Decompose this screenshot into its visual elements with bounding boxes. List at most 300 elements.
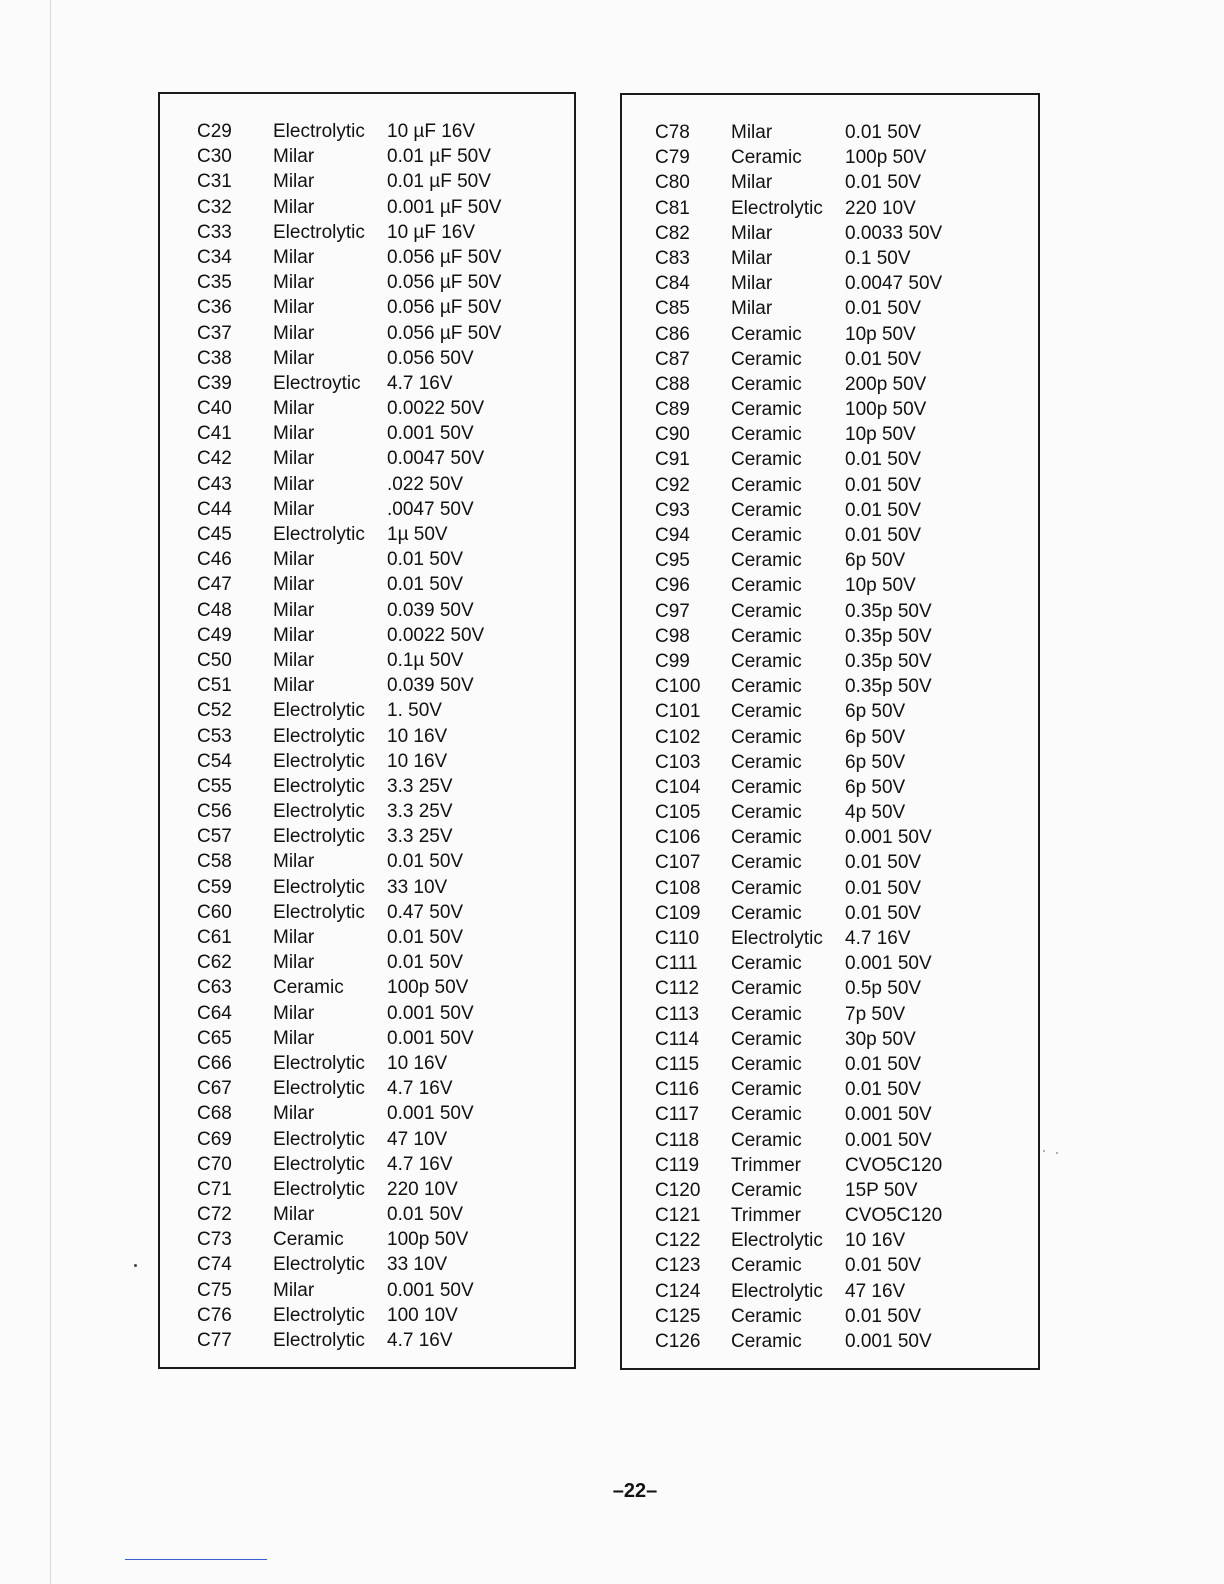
capacitor-row [160, 925, 574, 950]
capacitor-type: Electrolytic [273, 876, 365, 898]
capacitor-value: 0.01 50V [845, 1079, 922, 1101]
capacitor-type: Ceramic [731, 827, 802, 849]
capacitor-value: 0.001 50V [845, 1331, 932, 1352]
capacitor-value: 6p 50V [845, 751, 906, 773]
capacitor-type: Milar [273, 927, 315, 948]
capacitor-row [160, 1303, 574, 1328]
capacitor-type: Electrolytic [273, 1304, 365, 1326]
capacitor-type: Electrolytic [273, 725, 365, 747]
capacitor-row [160, 1076, 574, 1101]
capacitor-type: Ceramic [731, 751, 802, 773]
capacitor-row [622, 120, 1038, 145]
capacitor-id: C31 [197, 171, 232, 193]
capacitor-row [622, 498, 1038, 523]
capacitor-id: C77 [197, 1330, 232, 1351]
capacitor-value: 4.7 16V [387, 372, 453, 394]
capacitor-type: Electrolytic [731, 197, 823, 219]
capacitor-value: 4.7 16V [387, 1078, 453, 1100]
capacitor-type: Ceramic [731, 600, 802, 622]
capacitor-row [622, 951, 1038, 976]
capacitor-row [160, 446, 574, 471]
capacitor-type: Ceramic [731, 1104, 802, 1126]
capacitor-type: Electrolytic [273, 901, 365, 923]
capacitor-table-left [158, 92, 576, 1369]
capacitor-type: Milar [731, 122, 773, 143]
capacitor-row [160, 346, 574, 371]
capacitor-id: C84 [655, 273, 690, 295]
capacitor-id: C72 [197, 1204, 232, 1226]
capacitor-type: Ceramic [731, 776, 802, 798]
capacitor-id: C42 [197, 448, 232, 470]
capacitor-type: Milar [273, 473, 315, 495]
capacitor-type: Milar [273, 498, 315, 520]
capacitor-id: C68 [197, 1103, 232, 1125]
capacitor-row [622, 271, 1038, 296]
capacitor-value: 0.01 50V [845, 449, 922, 471]
capacitor-id: C97 [655, 600, 690, 622]
capacitor-row [160, 623, 574, 648]
capacitor-id: C91 [655, 449, 690, 471]
capacitor-value: 33 10V [387, 876, 448, 898]
capacitor-value: 0.35p 50V [845, 600, 932, 622]
capacitor-value: 100p 50V [387, 1229, 469, 1251]
capacitor-id: C109 [655, 902, 701, 924]
capacitor-row [622, 976, 1038, 1001]
capacitor-type: Ceramic [731, 902, 802, 924]
capacitor-value: 0.01 50V [387, 851, 464, 873]
capacitor-type: Milar [273, 272, 315, 294]
capacitor-id: C116 [655, 1079, 700, 1101]
capacitor-row [160, 849, 574, 874]
capacitor-id: C45 [197, 524, 232, 545]
capacitor-row [160, 749, 574, 774]
capacitor-type: Milar [273, 448, 315, 470]
capacitor-id: C120 [655, 1179, 701, 1201]
capacitor-id: C113 [655, 1003, 700, 1025]
capacitor-row [160, 396, 574, 421]
scan-speck [1043, 1150, 1045, 1152]
capacitor-type: Electrolytic [731, 1280, 823, 1302]
capacitor-id: C82 [655, 222, 690, 244]
capacitor-value: 200p 50V [845, 373, 927, 395]
capacitor-value: 0.001 50V [845, 827, 932, 849]
capacitor-id: C57 [197, 826, 232, 848]
capacitor-id: C38 [197, 347, 232, 369]
page-number: –22– [612, 1480, 658, 1502]
capacitor-value: 0.001 50V [387, 423, 474, 445]
capacitor-value: 0.01 50V [845, 1053, 922, 1075]
capacitor-row [622, 548, 1038, 573]
capacitor-type: Milar [273, 347, 315, 369]
scan-speck [134, 1264, 137, 1267]
capacitor-id: C80 [655, 172, 690, 194]
capacitor-value: 0.01 50V [845, 298, 922, 320]
capacitor-type: Ceramic [731, 525, 802, 546]
capacitor-value: 0.01 50V [845, 122, 922, 143]
capacitor-type: Milar [731, 273, 773, 295]
capacitor-id: C96 [655, 575, 690, 597]
capacitor-table-right [620, 93, 1040, 1370]
capacitor-id: C79 [655, 147, 690, 169]
capacitor-row [622, 825, 1038, 850]
capacitor-value: 0.001 50V [845, 953, 932, 975]
capacitor-id: C104 [655, 776, 701, 798]
capacitor-id: C51 [197, 675, 232, 697]
capacitor-type: Ceramic [731, 1255, 802, 1277]
capacitor-value: 4.7 16V [845, 928, 911, 949]
capacitor-type: Electrolytic [731, 1230, 823, 1252]
capacitor-value: 0.0047 50V [387, 448, 485, 470]
capacitor-type: Milar [273, 624, 315, 646]
capacitor-value: 10p 50V [845, 323, 916, 345]
capacitor-row [622, 699, 1038, 724]
capacitor-value: 30p 50V [845, 1028, 916, 1050]
capacitor-row [622, 850, 1038, 875]
capacitor-id: C81 [655, 197, 690, 219]
capacitor-row [622, 599, 1038, 624]
capacitor-id: C78 [655, 122, 690, 143]
capacitor-id: C37 [197, 322, 232, 344]
capacitor-value: 0.001 50V [387, 1002, 474, 1024]
capacitor-row [160, 371, 574, 396]
capacitor-row [160, 270, 574, 295]
capacitor-id: C111 [655, 953, 698, 975]
capacitor-id: C52 [197, 700, 232, 722]
capacitor-value: 0.5p 50V [845, 978, 922, 1000]
capacitor-row [160, 975, 574, 1000]
capacitor-id: C59 [197, 876, 232, 898]
capacitor-value: 10 16V [387, 725, 448, 747]
capacitor-id: C121 [655, 1205, 701, 1227]
capacitor-id: C118 [655, 1129, 700, 1151]
capacitor-type: Milar [273, 1279, 315, 1301]
capacitor-id: C71 [197, 1178, 232, 1200]
capacitor-value: 100p 50V [845, 147, 927, 169]
capacitor-id: C53 [197, 725, 232, 747]
capacitor-value: 0.001 50V [387, 1279, 474, 1301]
capacitor-row [160, 1328, 574, 1353]
capacitor-id: C41 [197, 423, 232, 445]
capacitor-type: Ceramic [731, 978, 802, 1000]
capacitor-type: Ceramic [273, 977, 344, 999]
capacitor-value: 6p 50V [845, 701, 906, 723]
capacitor-row [160, 1152, 574, 1177]
capacitor-row [160, 673, 574, 698]
capacitor-row [622, 926, 1038, 951]
capacitor-value: 0.01 50V [845, 877, 922, 899]
capacitor-value: 100p 50V [387, 977, 469, 999]
capacitor-row [160, 195, 574, 220]
capacitor-id: C108 [655, 877, 701, 899]
capacitor-type: Milar [273, 246, 315, 268]
capacitor-id: C54 [197, 750, 232, 772]
capacitor-value: 0.01 50V [845, 474, 922, 496]
capacitor-value: 0.056 µF 50V [387, 322, 502, 344]
capacitor-id: C55 [197, 775, 232, 797]
capacitor-id: C122 [655, 1230, 701, 1252]
capacitor-type: Milar [273, 549, 315, 571]
capacitor-row [160, 1127, 574, 1152]
capacitor-type: Electroytic [273, 372, 361, 394]
capacitor-value: 0.056 50V [387, 347, 474, 369]
capacitor-type: Electrolytic [273, 700, 365, 722]
capacitor-row [622, 725, 1038, 750]
capacitor-type: Ceramic [731, 399, 802, 421]
capacitor-row [160, 950, 574, 975]
capacitor-type: Ceramic [731, 1179, 802, 1201]
capacitor-value: 0.039 50V [387, 599, 474, 621]
capacitor-value: 4p 50V [845, 802, 906, 824]
capacitor-type: Electrolytic [273, 1178, 365, 1200]
capacitor-row [622, 1304, 1038, 1329]
capacitor-value: 100p 50V [845, 399, 927, 421]
capacitor-row [622, 422, 1038, 447]
capacitor-value: 3.3 25V [387, 826, 453, 848]
capacitor-row [160, 245, 574, 270]
capacitor-value: 3.3 25V [387, 775, 453, 797]
capacitor-value: 0.01 50V [387, 952, 464, 974]
capacitor-type: Milar [273, 196, 315, 218]
capacitor-id: C66 [197, 1052, 232, 1074]
capacitor-type: Ceramic [731, 575, 802, 597]
capacitor-row [622, 1027, 1038, 1052]
capacitor-row [622, 170, 1038, 195]
capacitor-type: Milar [273, 675, 315, 697]
capacitor-id: C60 [197, 901, 232, 923]
capacitor-id: C34 [197, 246, 232, 268]
capacitor-id: C103 [655, 751, 701, 773]
capacitor-type: Electrolytic [273, 1128, 365, 1150]
capacitor-id: C46 [197, 549, 232, 571]
capacitor-row [160, 220, 574, 245]
capacitor-id: C88 [655, 373, 690, 395]
footer-rule [125, 1559, 267, 1560]
capacitor-type: Ceramic [731, 852, 802, 874]
capacitor-type: Milar [273, 322, 315, 344]
capacitor-value: CVO5C120 [845, 1205, 943, 1227]
capacitor-id: C83 [655, 247, 690, 269]
capacitor-type: Ceramic [731, 877, 802, 899]
capacitor-value: 6p 50V [845, 776, 906, 798]
capacitor-row [622, 624, 1038, 649]
capacitor-type: Milar [273, 297, 315, 319]
capacitor-type: Ceramic [731, 1053, 802, 1075]
capacitor-value: 0.35p 50V [845, 650, 932, 672]
capacitor-row [622, 1279, 1038, 1304]
capacitor-type: Ceramic [731, 1305, 802, 1327]
capacitor-type: Milar [273, 1027, 315, 1049]
capacitor-id: C89 [655, 399, 690, 421]
capacitor-value: 47 10V [387, 1128, 448, 1150]
capacitor-type: Ceramic [731, 650, 802, 672]
capacitor-id: C85 [655, 298, 690, 320]
scan-speck [1056, 1152, 1058, 1154]
capacitor-id: C44 [197, 498, 232, 520]
capacitor-value: 1µ 50V [387, 524, 448, 545]
capacitor-row [622, 1002, 1038, 1027]
capacitor-row [160, 421, 574, 446]
capacitor-row [622, 1253, 1038, 1278]
capacitor-type: Ceramic [731, 474, 802, 496]
capacitor-row [622, 246, 1038, 271]
capacitor-id: C93 [655, 499, 690, 521]
capacitor-row [160, 472, 574, 497]
capacitor-row [160, 824, 574, 849]
capacitor-row [622, 1077, 1038, 1102]
capacitor-type: Milar [273, 599, 315, 621]
capacitor-type: Milar [273, 398, 315, 420]
capacitor-id: C67 [197, 1078, 232, 1100]
capacitor-type: Ceramic [731, 147, 802, 169]
capacitor-id: C101 [655, 701, 701, 723]
capacitor-type: Ceramic [731, 676, 802, 698]
capacitor-value: 0.01 50V [845, 1255, 922, 1277]
capacitor-type: Ceramic [731, 323, 802, 345]
capacitor-type: Milar [273, 1002, 315, 1024]
capacitor-id: C115 [655, 1053, 700, 1075]
capacitor-id: C29 [197, 121, 232, 142]
capacitor-id: C112 [655, 978, 700, 1000]
capacitor-type: Electrolytic [273, 801, 365, 823]
capacitor-value: 0.0033 50V [845, 222, 943, 244]
capacitor-id: C94 [655, 525, 690, 546]
capacitor-id: C30 [197, 146, 232, 168]
capacitor-id: C58 [197, 851, 232, 873]
capacitor-id: C63 [197, 977, 232, 999]
capacitor-id: C126 [655, 1331, 701, 1352]
capacitor-value: 0.01 50V [845, 852, 922, 874]
capacitor-type: Milar [731, 247, 773, 269]
capacitor-id: C62 [197, 952, 232, 974]
capacitor-value: 100 10V [387, 1304, 458, 1326]
capacitor-id: C47 [197, 574, 232, 596]
capacitor-row [622, 649, 1038, 674]
capacitor-row [622, 1329, 1038, 1354]
capacitor-id: C40 [197, 398, 232, 420]
capacitor-value: 7p 50V [845, 1003, 906, 1025]
capacitor-value: 0.001 50V [387, 1103, 474, 1125]
capacitor-value: 0.01 µF 50V [387, 146, 491, 168]
capacitor-row [622, 322, 1038, 347]
capacitor-row [622, 674, 1038, 699]
capacitor-type: Milar [273, 423, 315, 445]
capacitor-type: Ceramic [731, 726, 802, 748]
capacitor-value: 0.01 50V [845, 1305, 922, 1327]
capacitor-value: 220 10V [387, 1178, 458, 1200]
capacitor-id: C61 [197, 927, 232, 948]
capacitor-row [160, 572, 574, 597]
capacitor-value: 0.1 50V [845, 247, 911, 269]
capacitor-row [622, 1228, 1038, 1253]
capacitor-type: Electrolytic [273, 121, 365, 142]
capacitor-row [622, 876, 1038, 901]
capacitor-id: C125 [655, 1305, 701, 1327]
capacitor-type: Ceramic [731, 953, 802, 975]
capacitor-row [160, 698, 574, 723]
capacitor-id: C73 [197, 1229, 232, 1251]
capacitor-row [622, 1128, 1038, 1153]
capacitor-value: 0.01 50V [387, 549, 464, 571]
capacitor-row [160, 1177, 574, 1202]
capacitor-type: Electrolytic [731, 928, 823, 949]
capacitor-type: Ceramic [273, 1229, 344, 1251]
capacitor-type: Ceramic [731, 373, 802, 395]
capacitor-row [622, 196, 1038, 221]
capacitor-row [160, 1001, 574, 1026]
capacitor-id: C123 [655, 1255, 701, 1277]
capacitor-value: 6p 50V [845, 726, 906, 748]
capacitor-row [160, 1227, 574, 1252]
capacitor-id: C39 [197, 372, 232, 394]
capacitor-type: Milar [731, 222, 773, 244]
capacitor-id: C74 [197, 1254, 232, 1276]
capacitor-row [622, 750, 1038, 775]
capacitor-id: C90 [655, 424, 690, 446]
capacitor-id: C32 [197, 196, 232, 218]
capacitor-value: 15P 50V [845, 1179, 918, 1201]
capacitor-row [622, 775, 1038, 800]
scan-edge-line [50, 0, 51, 1584]
capacitor-value: 0.001 50V [845, 1104, 932, 1126]
capacitor-row [622, 397, 1038, 422]
capacitor-rows-left [160, 119, 574, 1353]
capacitor-row [160, 1278, 574, 1303]
capacitor-row [622, 473, 1038, 498]
capacitor-value: 0.01 50V [387, 1204, 464, 1226]
capacitor-type: Electrolytic [273, 1078, 365, 1100]
capacitor-row [622, 221, 1038, 246]
capacitor-row [622, 573, 1038, 598]
capacitor-id: C92 [655, 474, 690, 496]
capacitor-id: C86 [655, 323, 690, 345]
capacitor-value: 0.039 50V [387, 675, 474, 697]
capacitor-type: Trimmer [731, 1205, 801, 1227]
capacitor-row [160, 321, 574, 346]
capacitor-row [160, 648, 574, 673]
capacitor-row [622, 1203, 1038, 1228]
capacitor-row [622, 901, 1038, 926]
capacitor-id: C56 [197, 801, 232, 823]
capacitor-value: 10 µF 16V [387, 221, 476, 243]
capacitor-type: Milar [273, 146, 315, 168]
capacitor-value: 0.01 50V [845, 348, 922, 370]
capacitor-value: 0.01 50V [845, 499, 922, 521]
capacitor-row [160, 1101, 574, 1126]
capacitor-type: Ceramic [731, 449, 802, 471]
capacitor-row [160, 875, 574, 900]
capacitor-id: C36 [197, 297, 232, 319]
capacitor-type: Electrolytic [273, 524, 365, 545]
capacitor-row [160, 799, 574, 824]
capacitor-row [160, 295, 574, 320]
capacitor-value: 10 16V [387, 1052, 448, 1074]
capacitor-value: 0.056 µF 50V [387, 272, 502, 294]
capacitor-value: 0.47 50V [387, 901, 464, 923]
capacitor-id: C107 [655, 852, 701, 874]
capacitor-id: C65 [197, 1027, 232, 1049]
capacitor-type: Milar [273, 952, 315, 974]
capacitor-type: Milar [273, 574, 315, 596]
capacitor-row [160, 724, 574, 749]
capacitor-id: C117 [655, 1104, 700, 1126]
capacitor-row [160, 1051, 574, 1076]
capacitor-type: Electrolytic [273, 826, 365, 848]
capacitor-value: 3.3 25V [387, 801, 453, 823]
capacitor-value: 0.01 50V [845, 525, 922, 546]
capacitor-value: 0.056 µF 50V [387, 297, 502, 319]
capacitor-value: .0047 50V [387, 498, 474, 520]
capacitor-type: Milar [273, 1204, 315, 1226]
